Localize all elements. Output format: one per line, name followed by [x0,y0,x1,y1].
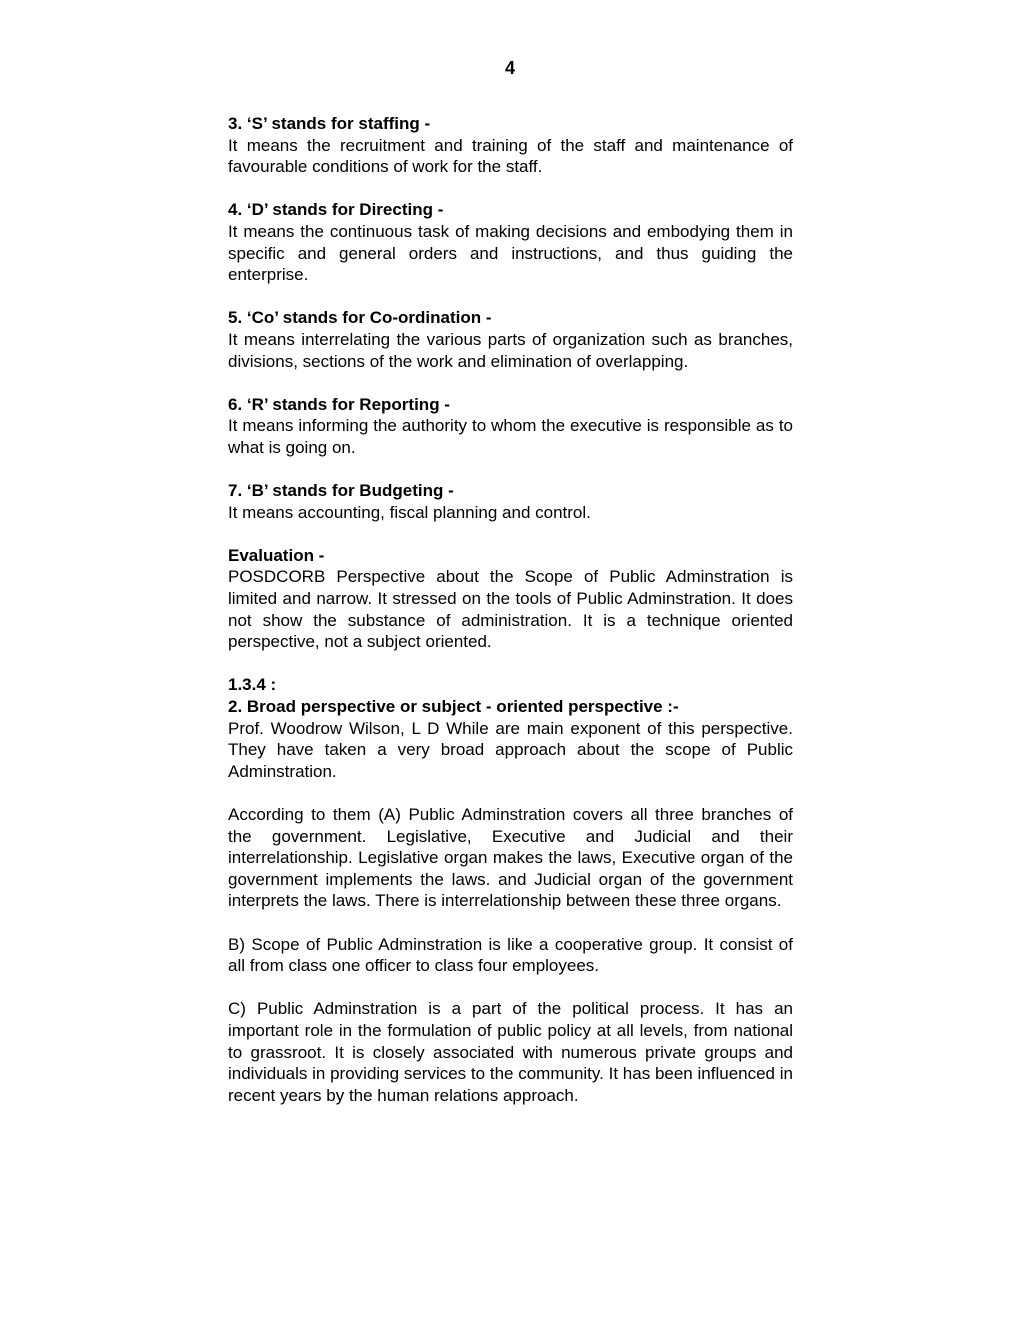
document-body [228,113,793,1128]
section-text: It means informing the authority to whom the executive is responsible as to what is going on. [228,416,793,457]
subsection-broad-perspective [228,674,793,782]
subsection-text: Prof. Woodrow Wilson, L D While are main exponent of this perspective. They have taken a very broad approach about the scope of Public Adminstration. [228,718,793,781]
page-number: 4 [504,58,515,78]
section-heading: 7. ‘B’ stands for Budgeting - [228,481,454,501]
section-text: It means the recruitment and training of the staff and maintenance of favourable conditions of work for the staff. [228,135,793,177]
paragraph-political-process [228,998,793,1106]
section-staffing [228,113,793,178]
paragraph-branches [228,804,793,912]
section-heading: 6. ‘R’ stands for Reporting - [228,394,450,414]
paragraph-text: According to them (A) Public Adminstration covers all three branches of the government. Legislative, Executive and Judicial and their interrelationship. Legislative organ makes the laws, Executive organ of the government implements the laws. and Judicial organ of the government interprets the laws. There is interrelationship between these three organs. [228,805,793,911]
section-text: It means accounting, fiscal planning and control. [228,502,591,522]
paragraph-cooperative-group [228,934,793,977]
paragraph-text: B) Scope of Public Adminstration is like a cooperative group. It consist of all from class one officer to class four employees. [228,934,793,976]
section-reporting [228,394,793,459]
section-evaluation [228,545,793,653]
section-heading: 4. ‘D’ stands for Directing - [228,200,444,220]
section-directing [228,199,793,285]
section-heading: 5. ‘Co’ stands for Co-ordination - [228,308,492,328]
subsection-title: 2. Broad perspective or subject - oriented perspective :- [228,697,679,717]
paragraph-text: C) Public Adminstration is a part of the political process. It has an important role in the formulation of public policy at all levels, from national to grassroot. It is closely associated with numerous private groups and individuals in providing services to the community. It has been influenced in recent years by the human relations approach. [228,999,793,1105]
section-text: POSDCORB Perspective about the Scope of Public Adminstration is limited and narrow. It stressed on the tools of Public Adminstration. It does not show the substance of administration. It is a technique oriented perspective, not a subject oriented. [228,567,793,652]
section-heading: Evaluation - [228,545,325,565]
section-text: It means the continuous task of making decisions and embodying them in specific and general orders and instructions, and thus guiding the enterprise. [228,221,793,285]
subsection-number: 1.3.4 : [228,675,277,695]
section-budgeting [228,480,793,523]
section-heading: 3. ‘S’ stands for staffing - [228,114,431,133]
section-coordination [228,307,793,372]
section-text: It means interrelating the various parts of organization such as branches, divisions, sections of the work and elimination of overlapping. [228,329,793,371]
